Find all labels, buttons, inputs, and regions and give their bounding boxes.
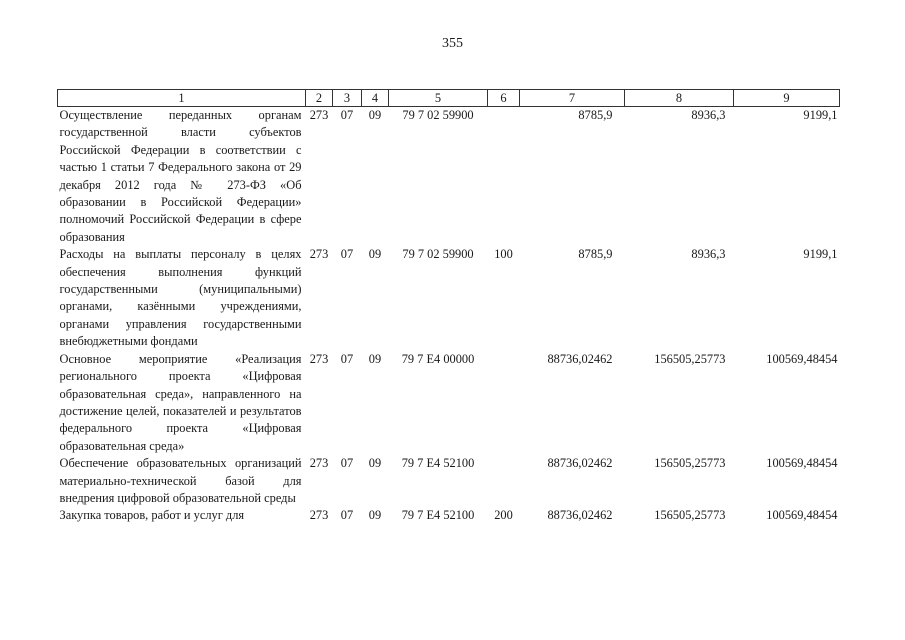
column-header: 3 — [333, 90, 362, 107]
table-row — [58, 107, 840, 247]
row-amount-year1: 88736,02462 — [547, 508, 613, 523]
column-header: 6 — [488, 90, 520, 107]
row-amount-year3: 9199,1 — [803, 108, 838, 122]
row-section-code: 07 — [340, 108, 354, 122]
column-header: 4 — [362, 90, 389, 107]
header-row — [58, 90, 840, 107]
row-amount-year3: 100569,48454 — [766, 456, 838, 471]
row-target-code: 79 7 E4 00000 — [401, 351, 475, 366]
table-row — [58, 455, 840, 507]
row-expense-type: 200 — [494, 508, 513, 523]
row-section-code: 07 — [340, 247, 354, 262]
row-ved-code: 273 — [309, 108, 329, 122]
row-ved-code: 273 — [309, 247, 329, 262]
column-header: 1 — [58, 90, 306, 107]
column-header: 2 — [306, 90, 333, 107]
table-row — [58, 351, 840, 455]
row-amount-year3: 100569,48454 — [766, 508, 838, 523]
row-amount-year1: 8785,9 — [578, 108, 613, 122]
row-target-code: 79 7 02 59900 — [402, 108, 474, 122]
row-subsection-code: 09 — [368, 456, 382, 471]
row-amount-year3: 100569,48454 — [766, 351, 838, 366]
row-name: Расходы на выплаты персоналу в целях обеспечения выполнения функций государственными (муниципальными) органами, казёнными учреждениями, органами управления государственными внебюджетными фондами — [59, 247, 302, 349]
row-name: Закупка товаров, работ и услуг для — [59, 508, 245, 523]
page-number: 355 — [442, 36, 463, 51]
row-target-code: 79 7 E4 52100 — [401, 456, 475, 471]
row-section-code: 07 — [340, 351, 354, 366]
row-section-code: 07 — [340, 508, 354, 523]
table-row — [58, 246, 840, 350]
row-amount-year2: 156505,25773 — [654, 351, 726, 366]
budget-table — [57, 89, 840, 525]
row-name: Обеспечение образовательных организаций материально-технической базой для внедрения цифровой образовательной среды — [59, 456, 302, 505]
row-expense-type — [488, 107, 520, 247]
row-target-code: 79 7 02 59900 — [402, 247, 474, 262]
row-amount-year2: 156505,25773 — [654, 456, 726, 471]
table-row — [58, 507, 840, 524]
column-header: 9 — [734, 90, 840, 107]
table-header — [58, 90, 840, 107]
row-ved-code: 273 — [309, 351, 329, 366]
row-subsection-code: 09 — [368, 247, 382, 262]
table-body — [58, 107, 840, 525]
column-header: 5 — [389, 90, 488, 107]
row-name: Осуществление переданных органам государственной власти субъектов Российской Федерации в соответствии с частью 1 статьи 7 Федерального закона от 29 декабря 2012 года № 273-ФЗ «Об образовании в Российской Федерации» полномочий Российской Федерации в сфере образования — [59, 108, 302, 244]
row-subsection-code: 09 — [368, 351, 382, 366]
row-section-code: 07 — [340, 456, 354, 471]
column-header: 8 — [625, 90, 734, 107]
row-amount-year2: 8936,3 — [691, 108, 726, 122]
row-amount-year3: 9199,1 — [803, 247, 838, 262]
row-amount-year1: 88736,02462 — [547, 456, 613, 471]
row-expense-type — [488, 351, 520, 455]
row-amount-year1: 88736,02462 — [547, 351, 613, 366]
row-expense-type — [488, 455, 520, 507]
row-subsection-code: 09 — [368, 108, 382, 122]
row-amount-year2: 8936,3 — [691, 247, 726, 262]
row-name: Основное мероприятие «Реализация регионального проекта «Цифровая образовательная среда», направленного на достижение целей, показателей и результатов федерального проекта «Цифровая образовательная среда» — [59, 351, 302, 453]
row-target-code: 79 7 E4 52100 — [401, 508, 475, 523]
row-amount-year2: 156505,25773 — [654, 508, 726, 523]
row-subsection-code: 09 — [368, 508, 382, 523]
row-amount-year1: 8785,9 — [578, 247, 613, 262]
column-header: 7 — [520, 90, 625, 107]
row-ved-code: 273 — [309, 456, 329, 471]
row-ved-code: 273 — [309, 508, 329, 523]
row-expense-type: 100 — [494, 247, 513, 262]
